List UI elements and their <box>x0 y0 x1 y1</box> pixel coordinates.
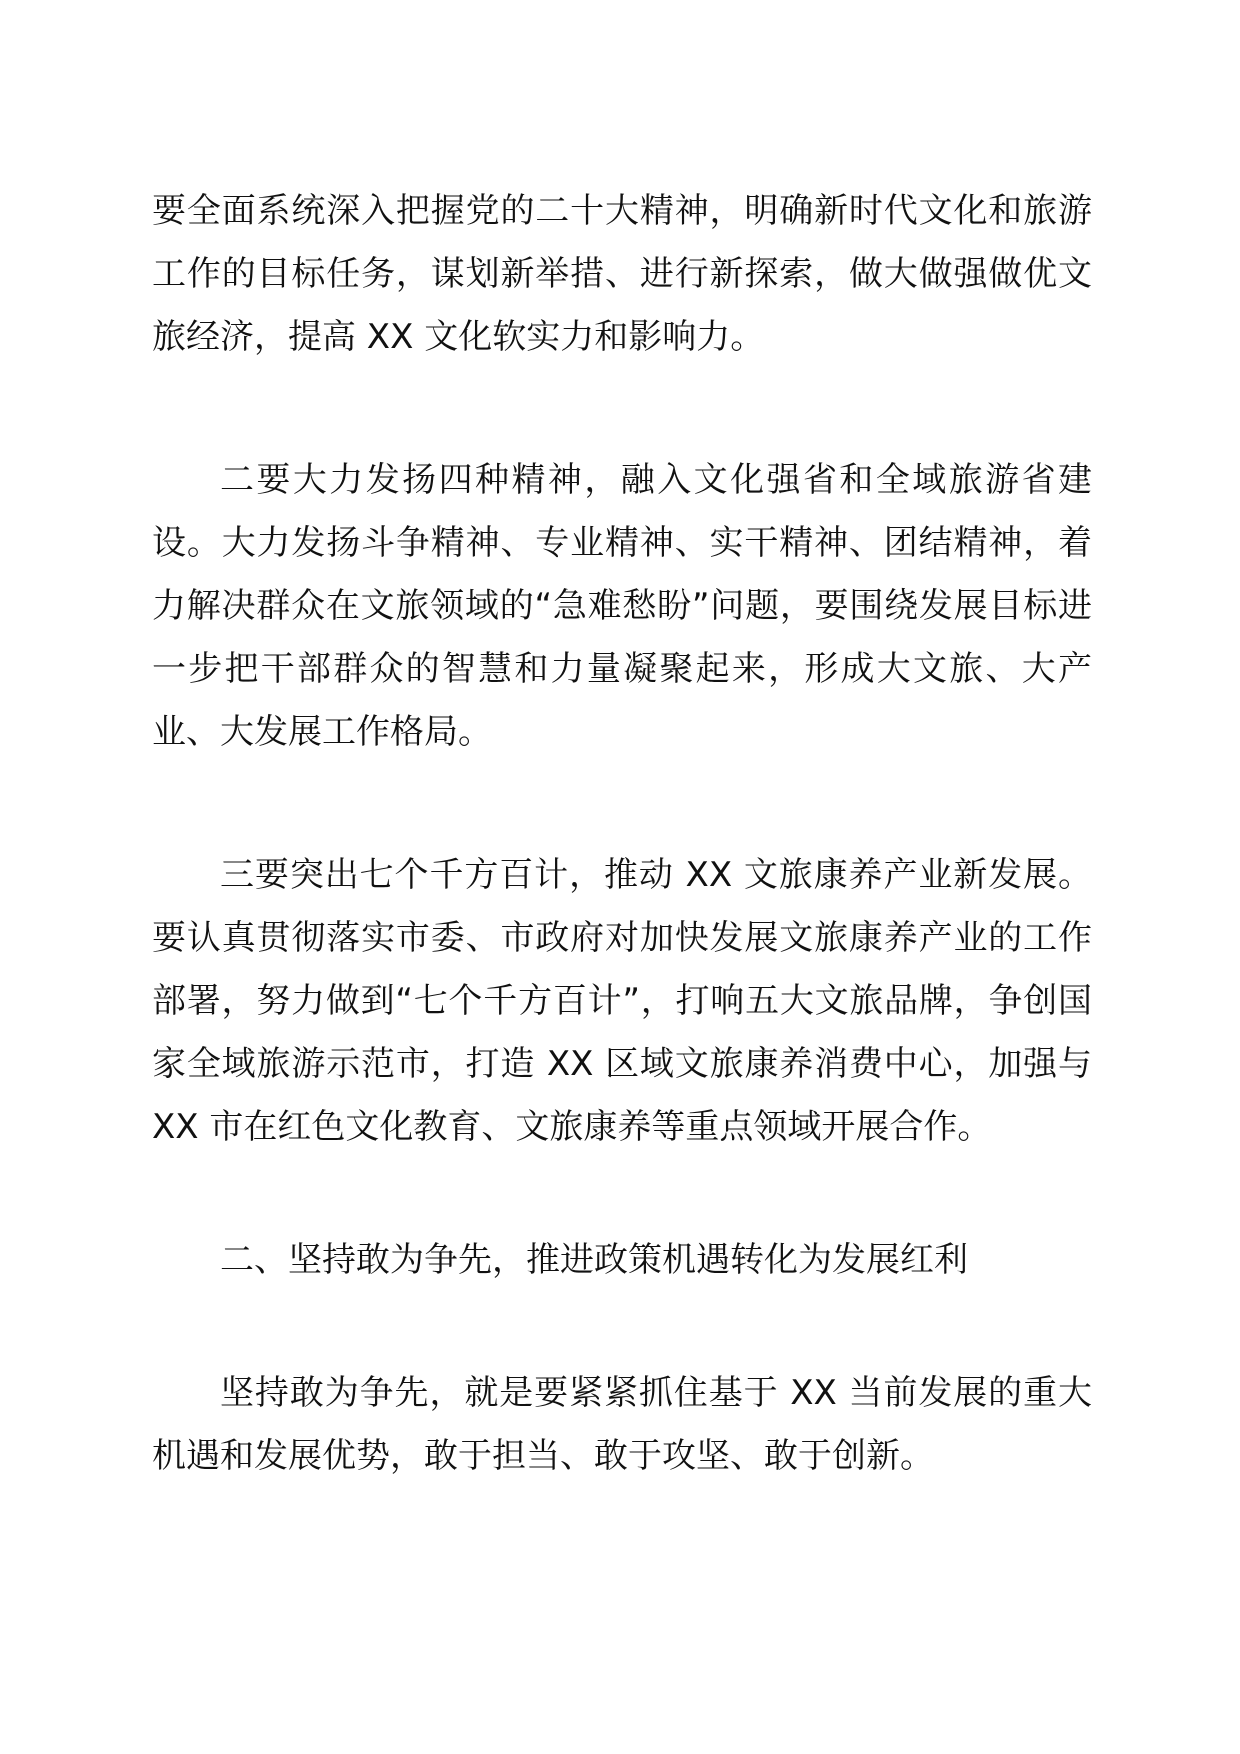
paragraph-spacer <box>152 764 1092 844</box>
paragraph-continuation: 要全面系统深入把握党的二十大精神，明确新时代文化和旅游工作的目标任务，谋划新举措、进行新探索，做大做强做优文旅经济，提高 XX 文化软实力和影响力。 <box>152 191 1092 357</box>
paragraph-dare-to-lead: 坚持敢为争先，就是要紧紧抓住基于 XX 当前发展的重大机遇和发展优势，敢于担当、敢于攻坚、敢于创新。 <box>152 1373 1092 1476</box>
paragraph-spacer <box>152 1159 1092 1229</box>
document-body <box>152 180 1092 1488</box>
paragraph-spacer <box>152 369 1092 449</box>
paragraph-spacer <box>152 1292 1092 1362</box>
paragraph-four-spirits: 二要大力发扬四种精神，融入文化强省和全域旅游省建设。大力发扬斗争精神、专业精神、实干精神、团结精神，着力解决群众在文旅领域的“急难愁盼”问题，要围绕发展目标进一步把干部群众的智慧和力量凝聚起来，形成大文旅、大产业、大发展工作格局。 <box>152 460 1092 752</box>
paragraph-seven-efforts: 三要突出七个千方百计，推动 XX 文旅康养产业新发展。要认真贯彻落实市委、市政府对加快发展文旅康养产业的工作部署，努力做到“七个千方百计”，打响五大文旅品牌，争创国家全域旅游示范市，打造 XX 区域文旅康养消费中心，加强与 XX 市在红色文化教育、文旅康养等重点领域开展合作。 <box>152 855 1092 1147</box>
section-heading: 二、坚持敢为争先，推进政策机遇转化为发展红利 <box>220 1240 968 1280</box>
